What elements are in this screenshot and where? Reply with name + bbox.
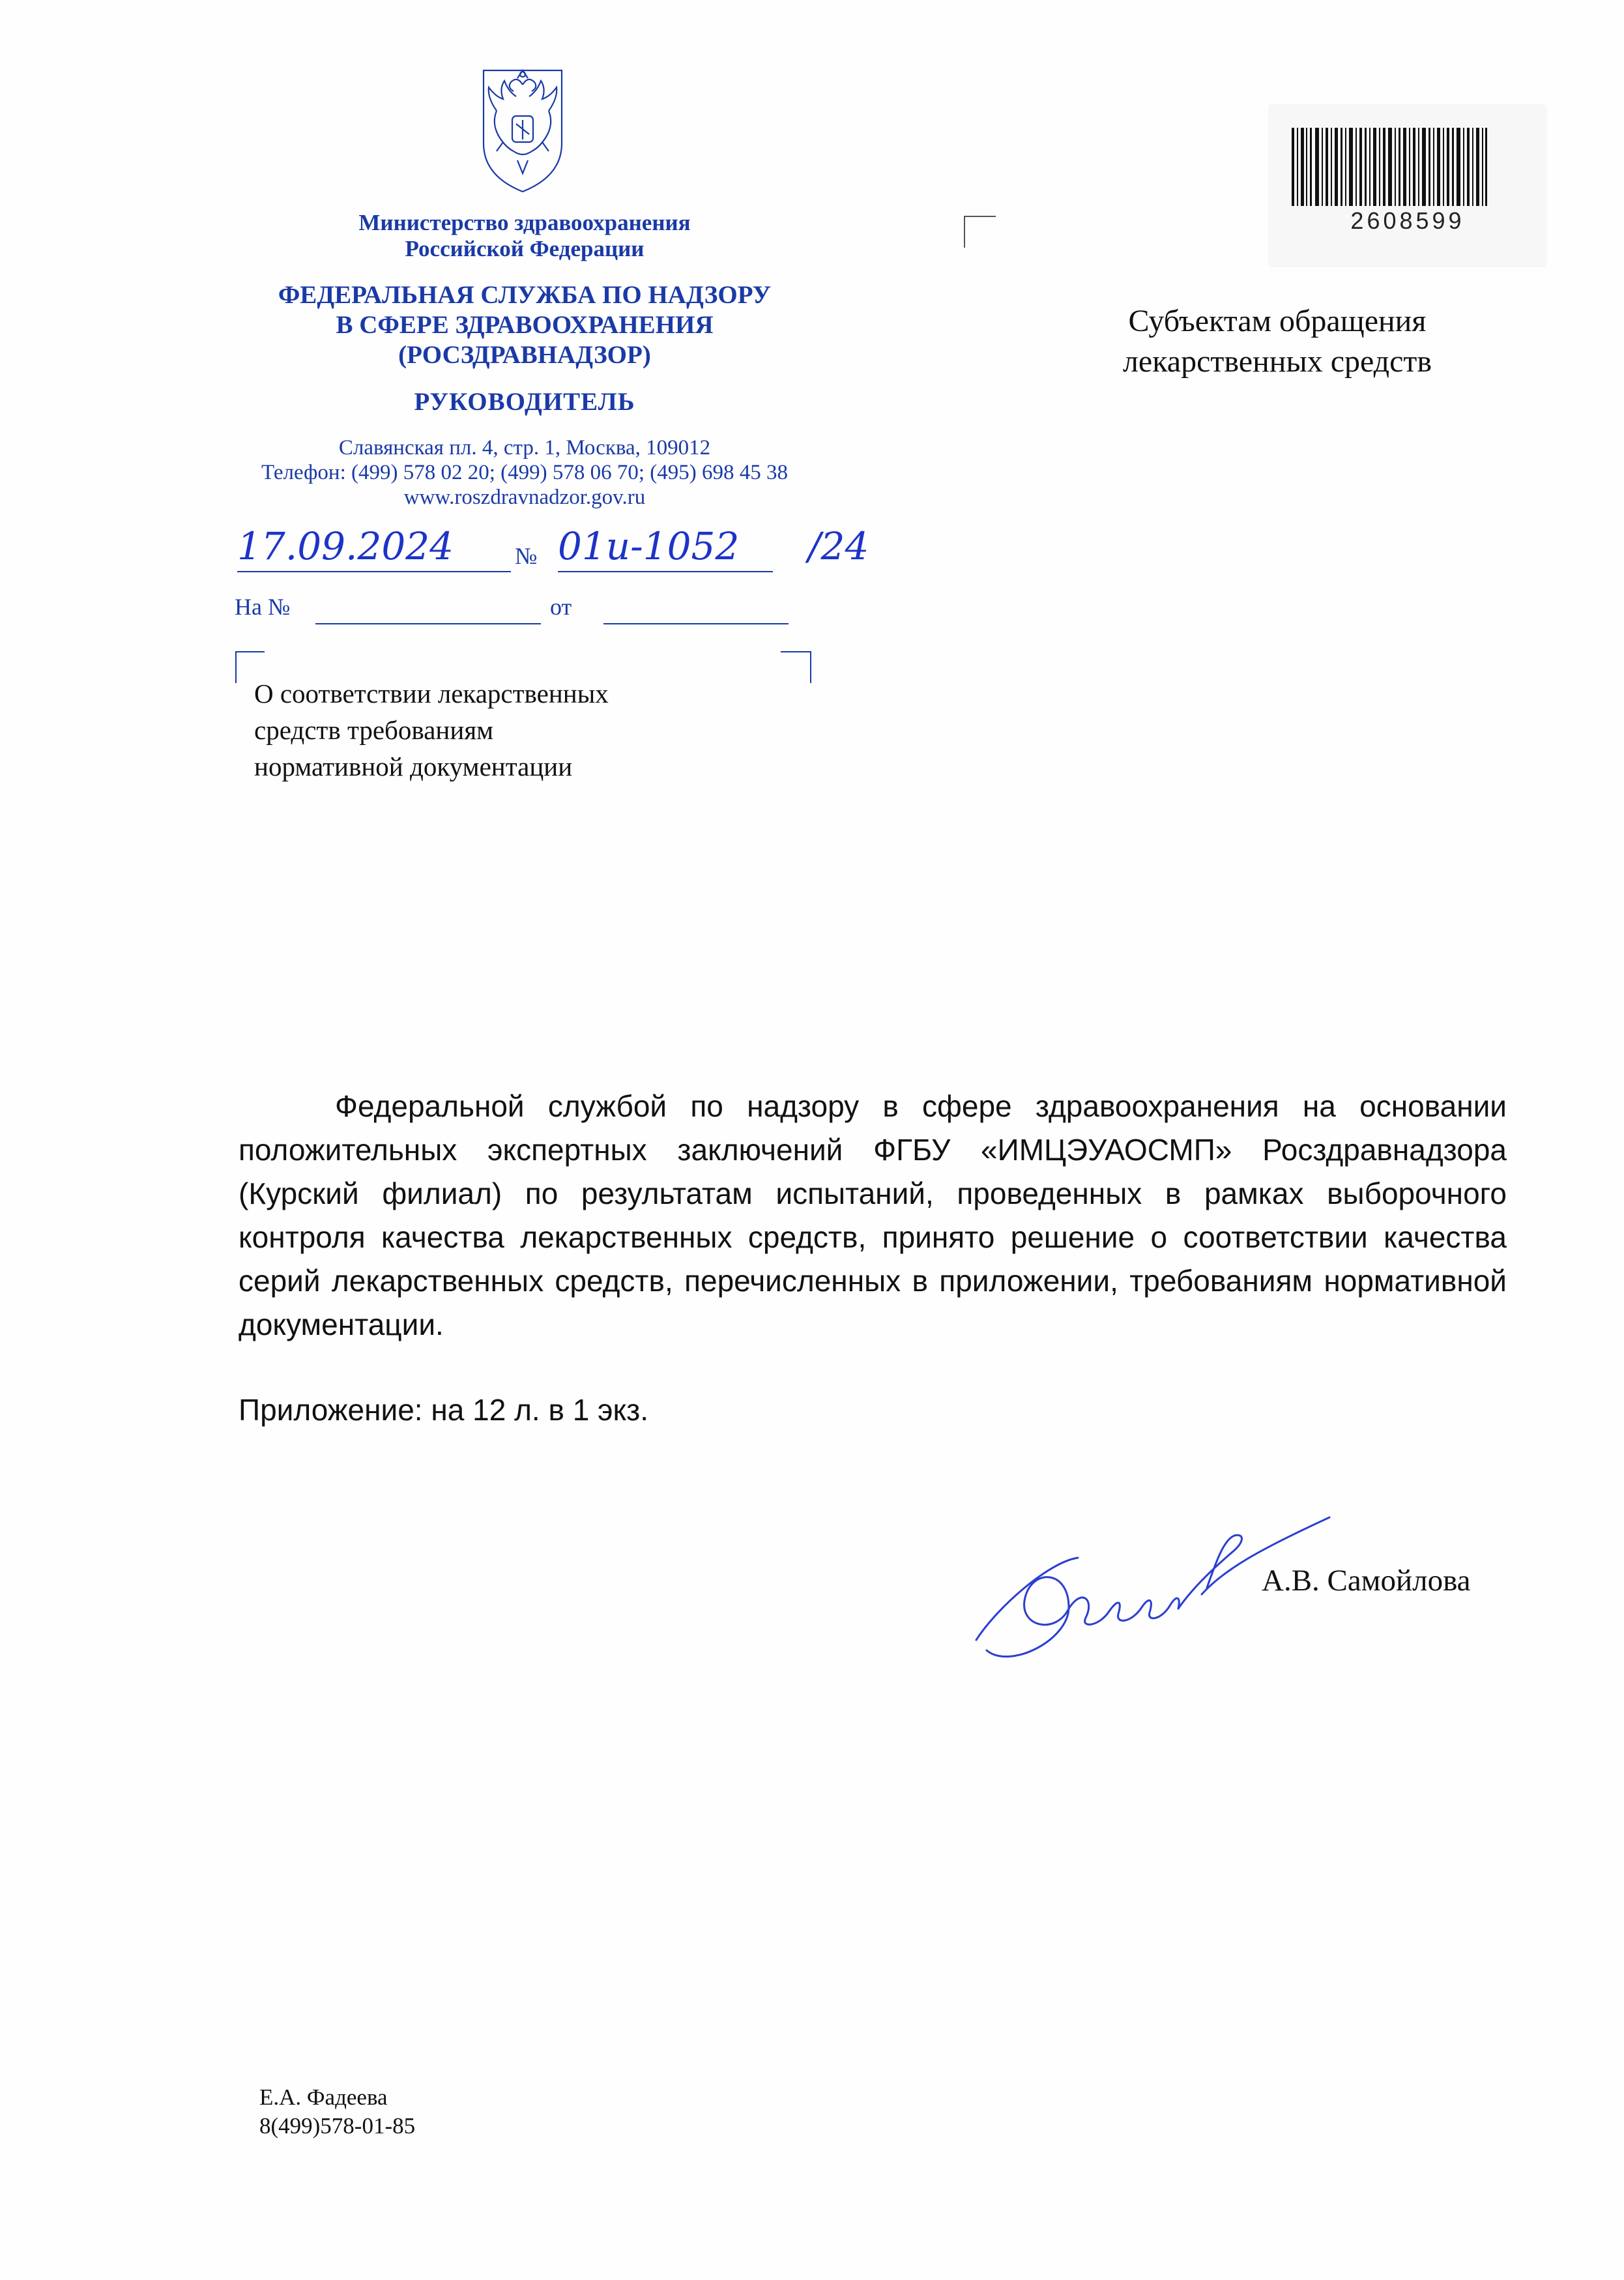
website: www.roszdravnadzor.gov.ru [403,486,646,509]
service-name: ФЕДЕРАЛЬНАЯ СЛУЖБА ПО НАДЗОРУ В СФЕРЕ ЗДРАВООХРАНЕНИЯ (РОСЗДРАВНАДЗОР) [278,281,772,369]
reply-date-label: от [550,594,572,620]
addressee: Субъектам обращения лекарственных средств [1122,304,1432,379]
coat-of-arms-icon [471,65,575,196]
reply-reference-line [235,593,821,632]
subject-corner-right-mark [779,650,812,683]
letter-body: Федеральной службой по надзору в сфере здравоохранения на основании положительных экспертных заключений ФГБУ «ИМЦЭУАОСМП» Росздравнадзора (Курский филиал) по результатам испытаний, проведенных в рамках выборочного контроля качества лекарственных средств, принято решение о соответствии качества серий лекарственных средств, перечисленных в приложении, требованиям нормативной документации. [239,1089,1507,1341]
reply-number-label: На № [235,594,291,620]
registration-number: 01и-1052 [558,521,773,572]
registration-number-suffix: /24 [808,524,869,568]
reply-number-blank [315,623,541,624]
barcode-bars [1292,128,1487,206]
contact-info [222,435,828,510]
ministry-name: Министерство здравоохранения Российской Федерации [358,210,691,261]
letter-subject: О соответствии лекарственных средств требованиям нормативной документации [254,679,609,782]
executor-phone: 8(499)578-01-85 [259,2113,416,2139]
barcode-number: 2608599 [1350,207,1465,234]
address: Славянская пл. 4, стр. 1, Москва, 109012 [338,436,711,460]
attachment-note: Приложение: на 12 л. в 1 экз. [239,1393,649,1427]
executor-info [259,2083,650,2141]
registration-line [235,521,925,587]
registration-date: 17.09.2024 [237,521,511,572]
phones: Телефон: (499) 578 02 20; (499) 578 06 70; (495) 698 45 38 [261,461,789,484]
addressee-corner-mark [963,215,996,248]
signatory-name: А.В. Самойлова [1262,1564,1471,1598]
head-title: РУКОВОДИТЕЛЬ [414,388,635,416]
registration-number-label: № [515,543,538,569]
barcode [1268,104,1547,267]
executor-name: Е.А. Фадеева [259,2084,388,2110]
reply-date-blank [603,623,789,624]
